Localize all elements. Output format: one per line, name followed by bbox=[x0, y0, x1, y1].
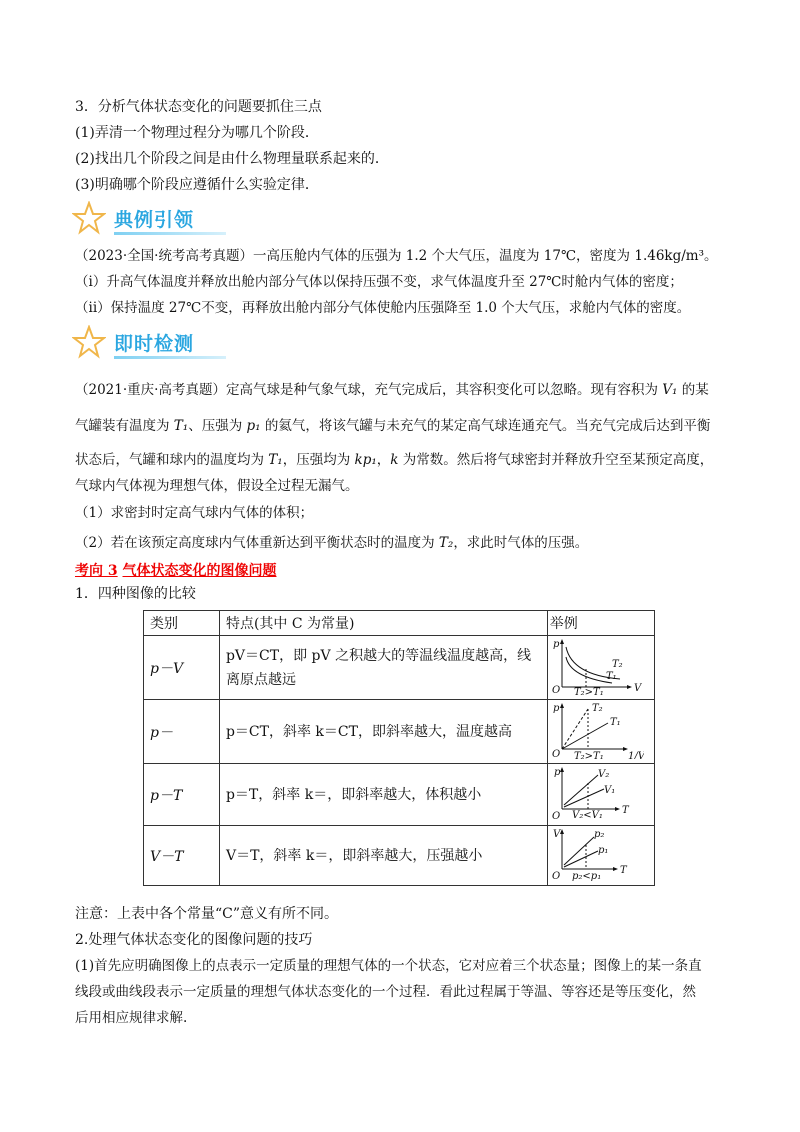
table-header-row bbox=[144, 611, 655, 636]
banner-underline bbox=[114, 356, 226, 359]
table-header: 类别 bbox=[144, 611, 220, 636]
axis-x-label: 1/V bbox=[627, 750, 644, 759]
p-t-isochore-graph bbox=[550, 765, 644, 821]
curve-label: T₂ bbox=[611, 658, 623, 670]
axis-x-label: V bbox=[633, 682, 642, 694]
table-note: 注意：上表中各个常量“C”意义有所不同。 bbox=[75, 906, 339, 922]
section2-paragraph-line-1: (1)首先应明确图像上的点表示一定质量的理想气体的一个状态，它对应着三个状态量；图像上的某一条直 bbox=[75, 958, 702, 974]
four-graphs-heading: 1．四种图像的比较 bbox=[75, 586, 196, 602]
axis-y-label: p bbox=[552, 638, 560, 650]
feature-cell: V＝T，斜率 k＝，即斜率越大，压强越小 bbox=[219, 826, 547, 886]
pv-isotherm-graph bbox=[550, 637, 644, 695]
type-cell: p－V bbox=[144, 636, 220, 700]
check-line-1: （2021·重庆·高考真题）定高气球是种气象气球，充气完成后，其容积变化可以忽略。现有容积为 V₁ 的某 bbox=[75, 382, 709, 398]
feature-cell: pV＝CT，即 pV 之积越大的等温线温度越高，线离原点越远 bbox=[219, 636, 547, 700]
example-line-1: （2023·全国·统考高考真题）一高压舱内气体的压强为 1.2 个大气压，温度为 17℃，密度为 1.46kg/m³。 bbox=[75, 248, 718, 264]
check-line-2: 气罐装有温度为 T₁、压强为 p₁ 的氦气，将该气罐与未充气的某定高气球连通充气。当充气完成后达到平衡 bbox=[75, 418, 711, 434]
table-row bbox=[144, 636, 655, 700]
var-t1: T₁ bbox=[173, 418, 189, 434]
section3-heading: 3．分析气体状态变化的问题要抓住三点 bbox=[75, 99, 322, 115]
table-row bbox=[144, 700, 655, 764]
check-banner bbox=[72, 322, 194, 362]
curve-label: p₁ bbox=[597, 844, 609, 856]
star-icon bbox=[72, 325, 106, 359]
var-t2: T₂ bbox=[438, 535, 454, 551]
var-t1: T₁ bbox=[268, 452, 283, 468]
var-k: k bbox=[390, 452, 399, 468]
origin-label: O bbox=[551, 810, 560, 821]
origin-label: O bbox=[551, 870, 560, 881]
section2-heading: 2.处理气体状态变化的图像问题的技巧 bbox=[75, 932, 313, 948]
origin-label: O bbox=[551, 684, 560, 695]
axis-y-label: V bbox=[552, 828, 561, 840]
section2-paragraph-line-2: 线段或曲线段表示一定质量的理想气体状态变化的一个过程．看此过程属于等温、等容还是等压变化，然 bbox=[75, 984, 696, 1000]
axis-y-label: p bbox=[552, 702, 560, 714]
table-header: 举例 bbox=[547, 611, 654, 636]
kaoxiang-tag: 考向 3 bbox=[75, 563, 118, 579]
section3-item-3: (3)明确哪个阶段应遵循什么实验定律． bbox=[75, 177, 319, 193]
example-line-2: （i）升高气体温度并释放出舱内部分气体以保持压强不变，求气体温度升至 27℃时舱内气体的密度； bbox=[75, 274, 683, 290]
axis-x-label: T bbox=[619, 864, 627, 876]
banner-underline bbox=[114, 232, 226, 235]
example-cell bbox=[547, 764, 654, 826]
v-t-isobar-graph bbox=[550, 827, 644, 881]
curve-label: T₂ bbox=[591, 702, 603, 714]
relation-label: T₂>T₁ bbox=[573, 750, 604, 759]
check-line-4: 气球内气体视为理想气体，假设全过程无漏气。 bbox=[75, 478, 359, 494]
axis-x-label: T bbox=[621, 804, 629, 816]
p-inverse-v-graph bbox=[550, 701, 644, 759]
example-cell bbox=[547, 700, 654, 764]
curve-label: T₁ bbox=[605, 670, 617, 682]
relation-label: p₂<p₁ bbox=[571, 870, 601, 881]
type-cell: V－T bbox=[144, 826, 220, 886]
check-line-6: （2）若在该预定高度球内气体重新达到平衡状态时的温度为 T₂，求此时气体的压强。 bbox=[75, 535, 589, 551]
var-p1: p₁ bbox=[246, 418, 261, 434]
kaoxiang-heading bbox=[75, 560, 277, 580]
type-cell: p－ bbox=[144, 700, 220, 764]
section3-item-2: (2)找出几个阶段之间是由什么物理量联系起来的． bbox=[75, 151, 389, 167]
feature-cell: p＝CT，斜率 k＝CT，即斜率越大，温度越高 bbox=[219, 700, 547, 764]
example-line-3: （ii）保持温度 27℃不变，再释放出舱内部分气体使舱内压强降至 1.0 个大气压，求舱内气体的密度。 bbox=[75, 300, 691, 316]
curve-label: V₁ bbox=[603, 784, 616, 796]
table-row bbox=[144, 764, 655, 826]
type-cell: p－T bbox=[144, 764, 220, 826]
comparison-table bbox=[143, 610, 655, 886]
check-line-3: 状态后，气罐和球内的温度均为 T₁，压强均为 kp₁，k 为常数。然后将气球密封并释放升空至某预定高度， bbox=[75, 452, 714, 468]
section2-paragraph-line-3: 后用相应规律求解. bbox=[75, 1010, 188, 1026]
example-banner bbox=[72, 198, 194, 238]
check-line-5: （1）求密封时定高气球内气体的体积； bbox=[75, 505, 314, 521]
curve-label: T₁ bbox=[609, 716, 621, 728]
origin-label: O bbox=[551, 748, 560, 759]
feature-cell: p＝T，斜率 k＝，即斜率越大，体积越小 bbox=[219, 764, 547, 826]
kaoxiang-title: 气体状态变化的图像问题 bbox=[122, 563, 277, 579]
banner-title: 即时检测 bbox=[114, 332, 195, 355]
example-cell bbox=[547, 826, 654, 886]
table-row bbox=[144, 826, 655, 886]
banner-title: 典例引领 bbox=[114, 208, 195, 231]
relation-label: T₂>T₁ bbox=[573, 686, 604, 695]
section3-item-1: (1)弄清一个物理过程分为哪几个阶段． bbox=[75, 125, 319, 141]
var-v1: V₁ bbox=[662, 382, 678, 398]
relation-label: V₂<V₁ bbox=[571, 809, 603, 821]
star-icon bbox=[72, 201, 106, 235]
curve-label: V₂ bbox=[597, 768, 610, 780]
axis-y-label: p bbox=[553, 766, 561, 778]
curve-label: p₂ bbox=[593, 828, 605, 840]
table-header: 特点(其中 C 为常量) bbox=[219, 611, 547, 636]
var-kp1: kp₁ bbox=[354, 452, 377, 468]
example-cell bbox=[547, 636, 654, 700]
